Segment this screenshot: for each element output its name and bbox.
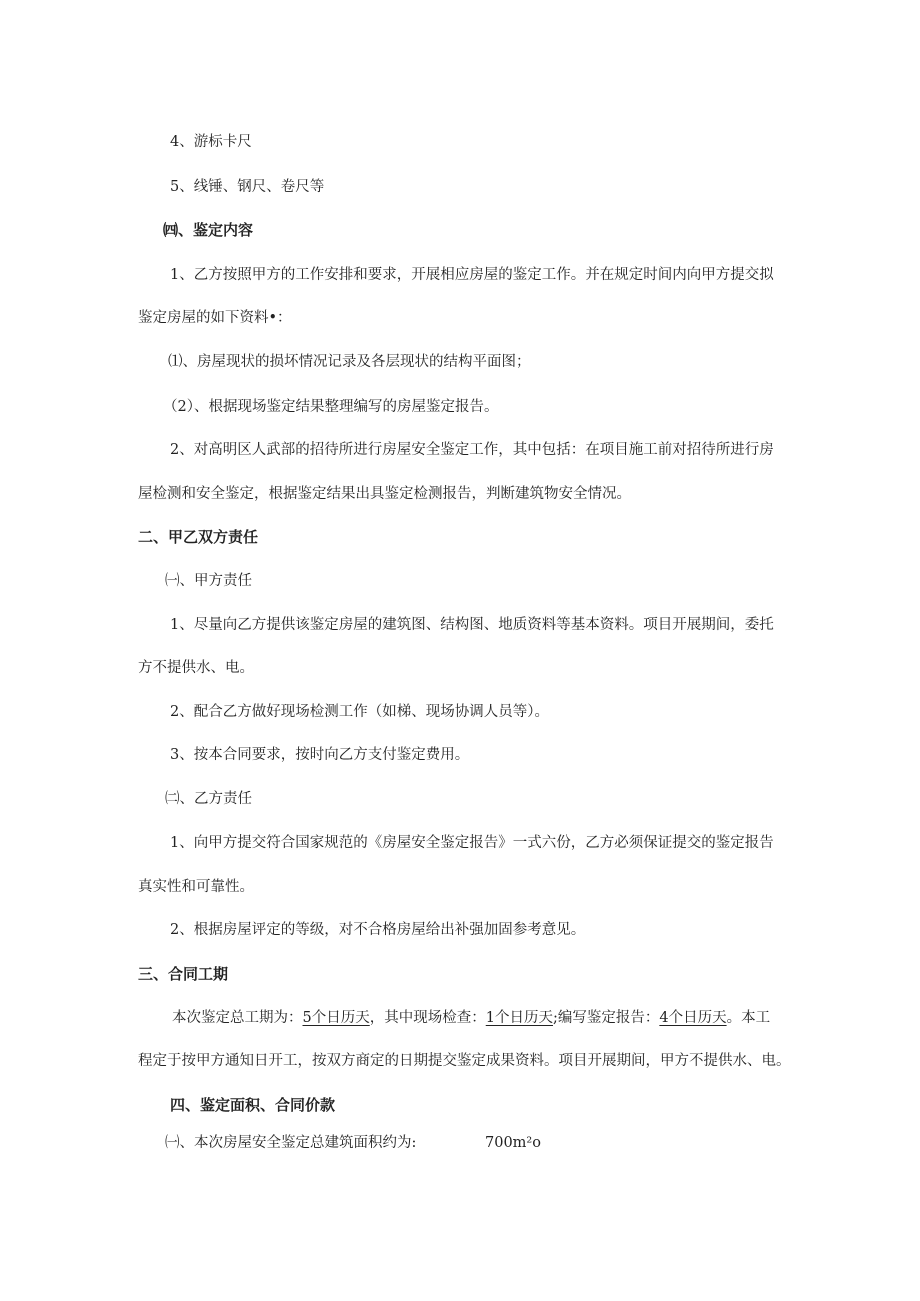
section-heading-schedule: 三、合同工期 [138, 965, 229, 983]
section-heading-area-price: 四、鉴定面积、合同价款 [170, 1096, 336, 1114]
schedule-line-1 [172, 1008, 770, 1028]
content-paragraph-2-line-1: 2、对高明区人武部的招待所进行房屋安全鉴定工作，其中包括：在项目施工前对招待所进行房 [170, 442, 774, 458]
section-heading-responsibilities: 二、甲乙双方责任 [138, 528, 259, 546]
content-paragraph-2-line-2: 屋检测和安全鉴定，根据鉴定结果出具鉴定检测报告，判断建筑物安全情况。 [138, 486, 631, 502]
schedule-text-a: 本次鉴定总工期为： [172, 1010, 303, 1026]
party-b-item-1-line-1: 1、向甲方提交符合国家规范的《房屋安全鉴定报告》一式六份，乙方必须保证提交的鉴定报告 [170, 835, 774, 851]
schedule-text-b: ，其中现场检查： [369, 1010, 486, 1026]
party-b-item-2: 2、根据房屋评定的等级，对不合格房屋给出补强加固参考意见。 [170, 922, 586, 938]
schedule-report-days: 4个日历天 [659, 1010, 727, 1026]
area-value: 700m²o [485, 1135, 541, 1151]
party-a-item-1-line-1: 1、尽量向乙方提供该鉴定房屋的建筑图、结构图、地质资料等基本资料。项目开展期间，委托 [170, 617, 774, 633]
schedule-line-2: 程定于按甲方通知日开工，按双方商定的日期提交鉴定成果资料。项目开展期间，甲方不提供水、电。 [138, 1053, 791, 1069]
content-paragraph-1-line-1: 1、乙方按照甲方的工作安排和要求，开展相应房屋的鉴定工作。并在规定时间内向甲方提交拟 [170, 267, 774, 283]
tool-item-5: 5、线锤、钢尺、卷尺等 [170, 179, 325, 195]
schedule-text-d: 。本工 [726, 1010, 771, 1026]
content-sub-item-1: ⑴、房屋现状的损坏情况记录及各层现状的结构平面图； [168, 354, 531, 370]
schedule-onsite-days: 1个日历天 [485, 1010, 553, 1026]
section-heading-content: ㈣、鉴定内容 [163, 221, 254, 239]
party-a-item-1-line-2: 方不提供水、电。 [138, 660, 254, 676]
party-b-heading: ㈡、乙方责任 [165, 791, 252, 807]
schedule-total-days: 5个日历天 [302, 1010, 370, 1026]
area-label: ㈠、本次房屋安全鉴定总建筑面积约为: [165, 1135, 417, 1151]
party-a-heading: ㈠、甲方责任 [165, 573, 252, 589]
schedule-text-c: ;编写鉴定报告： [552, 1010, 660, 1026]
party-a-item-2: 2、配合乙方做好现场检测工作（如梯、现场协调人员等）。 [170, 704, 549, 720]
content-paragraph-1-line-2: 鉴定房屋的如下资料•： [138, 310, 292, 326]
party-b-item-1-line-2: 真实性和可靠性。 [138, 879, 254, 895]
tool-item-4: 4、游标卡尺 [170, 134, 252, 150]
party-a-item-3: 3、按本合同要求，按时向乙方支付鉴定费用。 [170, 747, 470, 763]
content-sub-item-2: （2）、根据现场鉴定结果整理编写的房屋鉴定报告。 [163, 399, 499, 415]
